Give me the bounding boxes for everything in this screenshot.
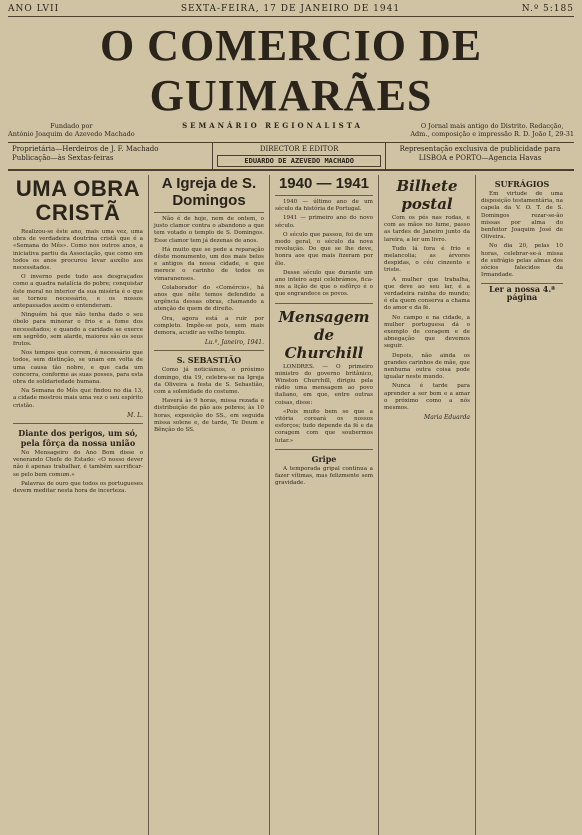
paragraph: O século que passou, foi de um modo geral, o século da nova revolução. Do que se lhe deve, honra aos que mais fizeram por êle. xyxy=(275,231,373,267)
paragraph: 1940 — último ano de um século da história de Portugal. xyxy=(275,199,373,213)
headline-perigos: Diante dos perigos, um só, pela fôrça da nossa união xyxy=(18,428,138,449)
columns xyxy=(8,175,574,835)
representation-note: Representação exclusiva de publicidade para xyxy=(399,145,561,153)
divider xyxy=(275,303,373,304)
founded-label: Fundado por xyxy=(50,122,93,130)
signature: Lu.º, Janeiro, 1941. xyxy=(204,339,264,347)
signature: Maria Eduarda xyxy=(424,414,470,422)
masthead-subrow xyxy=(8,122,574,138)
headline-years: 1940 — 1941 xyxy=(275,175,373,196)
paragraph: O inverno pede tudo aos desgraçados como a quadra natalícia do pobre; conquistar êste moral no interior da sua miséria é o que se tornou necessário, e os nossos antepassados assim o entenderam. xyxy=(13,274,143,310)
paragraph: «Pois muito bem se que a vitória coroará os nossos esforços; tudo depende da fé e da coragem com que soubermos lutar.» xyxy=(275,408,373,444)
paragraph: 1941 — primeiro ano do novo século. xyxy=(275,215,373,229)
column-obra-crista xyxy=(8,175,149,835)
headline-sufragios: SUFRÁGIOS xyxy=(494,179,550,189)
founder-name: António Joaquim de Azevedo Machado xyxy=(8,130,135,138)
paragraph: Como já noticiámos, o próximo domingo, dia 19, celebra-se na Igreja da Oliveira a festa de S. Sebastião, com a solenidade do costume. xyxy=(154,367,264,396)
paragraph: No dia 20, pelas 10 horas, celebrar-se-á missa de sufrágio pelas almas dos sócios falecidos da Irmandade. xyxy=(481,243,563,279)
divider xyxy=(275,449,373,450)
masthead-title: O COMERCIO DE GUIMARÃES xyxy=(99,21,483,120)
paragraph: Com os pés nas rodas, e com as mãos no lume, passo as tardes de Janeiro junto da lareira, a ler um livro. xyxy=(384,215,470,243)
column-sufragios xyxy=(476,175,568,835)
oldest-paper-note: O Jornal mais antigo do Distrito. Redacção, xyxy=(420,122,564,130)
read-page-four: Ler a nossa 4.ª página xyxy=(481,283,563,300)
divider xyxy=(13,423,143,424)
paragraph: No campo e na cidade, a mulher portuguesa dá o exemplo de coragem e de abnegação que devemos seguir. xyxy=(384,314,470,350)
paragraph: No Mensageiro do Ano Bom disse o venerando Chefe do Estado: «O nosso dever não é apenas trabalhar, é também sacrificar-se pelo bem comum.» xyxy=(13,450,143,478)
owner-line: Proprietária—Herdeiros de J. F. Machado xyxy=(12,145,159,153)
paragraph: Na Semana do Mês que findou no dia 13, a cidade mostrou mais uma vez o seu espírito cristão. xyxy=(13,388,143,409)
issue-year: ANO LVII xyxy=(8,4,60,14)
issue-number: N.º 5:185 xyxy=(521,4,574,14)
divider xyxy=(154,350,264,351)
paragraph: Tudo lá fora é frio e melancolia; as árvores despidas, o céu cinzento e triste. xyxy=(384,245,470,274)
paragraph: Palavras de ouro que todos os portugueses devem meditar nesta hora de incerteza. xyxy=(13,480,143,495)
director-label: DIRECTOR E EDITOR xyxy=(259,145,339,153)
address-note: Adm., composição e impressão R. D. João I, 29-31 xyxy=(410,130,574,138)
headline-churchill: Mensagem de Churchill xyxy=(278,307,370,362)
paragraph: Desse século que durante um ano inteiro aqui celebrámos, fica-nos a lição de que o esfôrço é o que engrandece os povos. xyxy=(275,269,373,298)
paragraph: Ninguém há que não tenha dado o seu óbolo para minorar o frio e a fome dos necessitados; e quando a caridade se exerce em segrêdo, sem alarde, maiores são os seus frutos. xyxy=(13,312,143,348)
signature: M. L. xyxy=(127,411,143,419)
headline-gripe: Gripe xyxy=(311,453,337,464)
newspaper-page xyxy=(8,4,574,796)
column-igreja xyxy=(149,175,270,835)
paragraph: Haverá às 9 horas, missa rezada e distribuição de pão aos pobres; às 10 horas, exposição do SS., em seguida missa solene e, de tarde, Te Deum e Bênção do SS. xyxy=(154,398,264,434)
paragraph: A temporada gripal continua a fazer vítimas, mas felizmente sem gravidade. xyxy=(275,465,373,487)
agency-note: LISBOA e PORTO—Agencia Havas xyxy=(418,154,542,162)
publication-type: SEMANÁRIO REGIONALISTA xyxy=(182,121,363,130)
headline-sebastiao: S. SEBASTIÃO xyxy=(176,355,242,366)
headline-bilhete-postal: Bilhete postal xyxy=(396,177,458,213)
info-row xyxy=(8,142,574,171)
director-name: EDUARDO DE AZEVEDO MACHADO xyxy=(217,155,381,167)
top-line xyxy=(8,4,574,17)
paragraph: Colaborador do «Comércio», há anos que nêle temos defendido a urgência dessas obras, chamando a atenção de quem de direito. xyxy=(154,284,264,313)
paragraph: Em virtude de uma disposição testamentária, na capela da V. O. T. de S. Domingos rezar-se-ão missas por alma do benfeitor Joaquim José de Oliveira. xyxy=(481,191,563,241)
paragraph: Nunca é tarde para aprender a ser bom e a amar o próximo como a nós mesmos. xyxy=(384,383,470,412)
paragraph: LONDRES. — O primeiro ministro do governo britânico, Winston Churchill, dirigiu pela rádio uma mensagem ao povo italiano, em que, entre outras coisas, disse: xyxy=(275,363,373,406)
paragraph: Depois, não ainda os grandes carinhos de mãe, que nenhuma outra coisa pode igualar neste mundo. xyxy=(384,352,470,381)
paragraph: Ora, agora está a ruir por completo. Impõe-se pois, sem mais demora, acudir ao velho templo. xyxy=(154,315,264,337)
paragraph: Nos tempos que correm, é necessário que todos, sem distinção, se unam em volta de uma causa tão nobre, e que cada um concorra, conforme as suas posses, para esta obra de solidariedade humana. xyxy=(13,350,143,386)
paragraph: Há muito que se pede a reparação dêste monumento, um dos mais belos e antigos da nossa cidade, e que merece o carinho de todos os vimaranenses. xyxy=(154,246,264,282)
issue-date: SEXTA-FEIRA, 17 DE JANEIRO DE 1941 xyxy=(180,4,401,14)
headline-obra-crista: UMA OBRA CRISTÃ xyxy=(15,176,141,225)
column-1940-1941 xyxy=(270,175,379,835)
publication-schedule: Publicação—às Sextas-feiras xyxy=(12,154,114,162)
paragraph: Não é de hoje, nem de ontem, o justo clamor contra o abandono a que tem votado o templo de S. Domingos. Esse clamor tem já dezenas de anos. xyxy=(154,216,264,244)
column-bilhete-postal xyxy=(379,175,476,835)
headline-igreja: A Igreja de S. Domingos xyxy=(154,175,264,213)
paragraph: A mulher que trabalha, que deve ao seu lar, é a verdadeira rainha do mundo; é ela quem conserva a chama do amor e da fé. xyxy=(384,276,470,312)
paragraph: Realizou-se êste ano, mais uma vez, uma obra de verdadeira doutrina cristã que é a «Semana do Mês». Como nos outros anos, a iniciativa partiu da Associação, que como em todos os anos procurou levar auxílio aos necessitados. xyxy=(13,229,143,272)
